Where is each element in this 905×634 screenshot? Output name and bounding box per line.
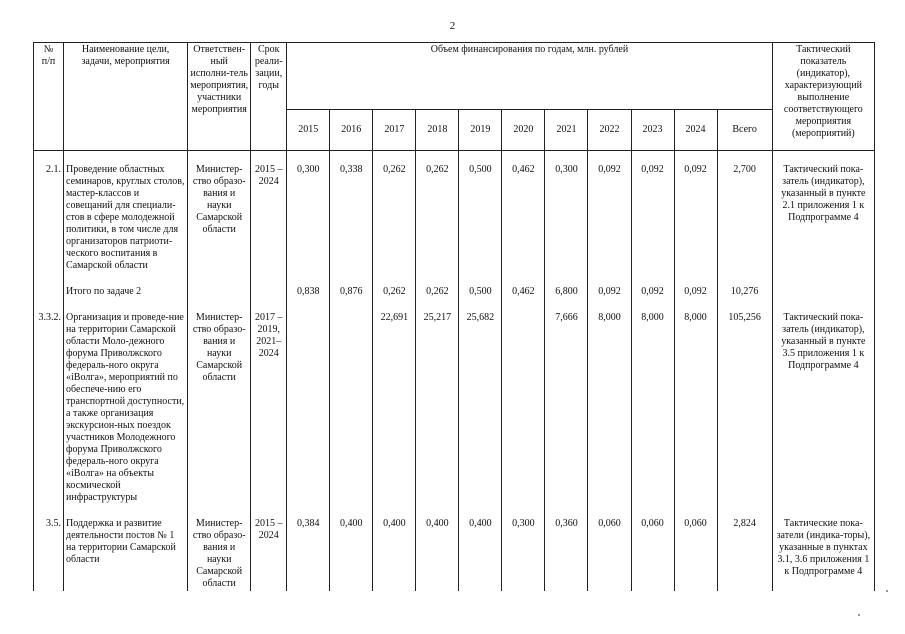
header-funding-text: Объем финансирования по годам, млн. рублей — [430, 44, 629, 55]
row-value: 0,300 — [287, 163, 330, 273]
table-row — [34, 311, 875, 505]
row-term — [251, 285, 287, 299]
row-value: 0,060 — [631, 517, 674, 591]
row-name: Поддержка и развитие деятельности постов № 1 на территории Самарской области — [64, 517, 188, 591]
row-value: 0,092 — [674, 285, 717, 299]
row-value: 0,838 — [287, 285, 330, 299]
row-resp: Министер-ство образо-вания и науки Самарской области — [188, 517, 251, 591]
row-value: 0,092 — [588, 285, 631, 299]
header-num — [34, 43, 64, 151]
row-term: 2015 – 2024 — [251, 517, 287, 591]
row-value: 0,338 — [330, 163, 373, 273]
row-value: 0,360 — [545, 517, 588, 591]
header-year-2019: 2019 — [459, 110, 502, 151]
row-value: 0,262 — [416, 163, 459, 273]
scan-speck — [886, 590, 888, 592]
row-value: 0,092 — [674, 163, 717, 273]
row-value — [287, 311, 330, 505]
row-value: 0,876 — [330, 285, 373, 299]
row-value: 25,217 — [416, 311, 459, 505]
table-row — [34, 163, 875, 273]
header-year-2018: 2018 — [416, 110, 459, 151]
header-indicator-text: Тактический показатель (индикатор), характеризующий выполнение соответствующего мероприятия (мероприятий) — [783, 44, 863, 139]
row-value: 0,262 — [416, 285, 459, 299]
row-value: 0,400 — [330, 517, 373, 591]
row-value: 0,400 — [416, 517, 459, 591]
row-value: 8,000 — [588, 311, 631, 505]
row-total: 2,700 — [717, 163, 772, 273]
row-indicator: Тактические пока-затели (индика-торы), указанные в пунктах 3.1, 3.6 приложения 1 к Подпрограмме 4 — [772, 517, 874, 591]
row-value: 0,300 — [545, 163, 588, 273]
scan-speck — [858, 614, 860, 616]
row-value: 0,262 — [373, 285, 416, 299]
row-indicator: Тактический пока-затель (индикатор), указанный в пункте 3.5 приложения 1 к Подпрограмме 4 — [772, 311, 874, 505]
header-year-2016: 2016 — [330, 110, 373, 151]
row-resp — [188, 285, 251, 299]
row-term: 2017 – 2019, 2021– 2024 — [251, 311, 287, 505]
row-total: 105,256 — [717, 311, 772, 505]
header-total: Всего — [717, 110, 772, 151]
row-value — [502, 311, 545, 505]
header-funding — [287, 43, 772, 110]
header-term-text: Срок реали-зации, годы — [254, 44, 283, 91]
row-resp: Министер-ство образо-вания и науки Самарской области — [188, 311, 251, 505]
row-value: 0,060 — [674, 517, 717, 591]
row-name: Проведение областных семинаров, круглых столов, мастер-классов и совещаний для специали-стов в сфере молодежной политики, в том числе для организаторов патриоти-ческого воспитания в Самарской области — [64, 163, 188, 273]
row-name: Итого по задаче 2 — [64, 285, 188, 299]
row-indicator: Тактический пока-затель (индикатор), указанный в пункте 2.1 приложения 1 к Подпрограмме 4 — [772, 163, 874, 273]
page-number: 2 — [449, 20, 456, 32]
row-value: 0,500 — [459, 285, 502, 299]
row-value: 0,092 — [631, 163, 674, 273]
header-year-2021: 2021 — [545, 110, 588, 151]
row-num: 3.3.2. — [34, 311, 64, 505]
row-value: 0,462 — [502, 285, 545, 299]
table-row-subtotal — [34, 285, 875, 299]
header-term — [251, 43, 287, 151]
header-year-2022: 2022 — [588, 110, 631, 151]
header-num-text: № п/п — [41, 44, 56, 67]
row-value: 7,666 — [545, 311, 588, 505]
header-year-2017: 2017 — [373, 110, 416, 151]
row-term: 2015 – 2024 — [251, 163, 287, 273]
row-value: 0,384 — [287, 517, 330, 591]
row-value: 6,800 — [545, 285, 588, 299]
row-value: 0,060 — [588, 517, 631, 591]
row-value: 0,092 — [588, 163, 631, 273]
header-name-text: Наименование цели, задачи, мероприятия — [81, 44, 170, 67]
row-num: 2.1. — [34, 163, 64, 273]
header-indicator — [772, 43, 874, 151]
row-value: 0,462 — [502, 163, 545, 273]
row-value: 22,691 — [373, 311, 416, 505]
header-resp-text: Ответствен-ный исполни-тель мероприятия, участники мероприятия — [190, 44, 249, 115]
row-value: 25,682 — [459, 311, 502, 505]
row-value: 8,000 — [674, 311, 717, 505]
row-value: 0,400 — [459, 517, 502, 591]
row-value: 8,000 — [631, 311, 674, 505]
header-year-2023: 2023 — [631, 110, 674, 151]
header-year-2024: 2024 — [674, 110, 717, 151]
row-resp: Министер-ство образо-вания и науки Самарской области — [188, 163, 251, 273]
row-num: 3.5. — [34, 517, 64, 591]
row-total: 2,824 — [717, 517, 772, 591]
header-year-2015: 2015 — [287, 110, 330, 151]
row-name: Организация и проведе-ние на территории Самарской области Моло-дежного форума Приволжского федераль-ного округа «iВолга», мероприятий по обеспече-нию его транспортной доступности, а также организация экскурсион-ных поездок участников Молодежного форума Приволжского федераль-ного округа «iВолга» на объекты космической инфраструктуры — [64, 311, 188, 505]
row-value: 0,092 — [631, 285, 674, 299]
funding-table — [33, 42, 875, 591]
row-value: 0,262 — [373, 163, 416, 273]
row-num — [34, 285, 64, 299]
row-indicator — [772, 285, 874, 299]
row-value — [330, 311, 373, 505]
header-resp — [188, 43, 251, 151]
row-value: 0,300 — [502, 517, 545, 591]
table-row — [34, 517, 875, 591]
row-value: 0,400 — [373, 517, 416, 591]
row-value: 0,500 — [459, 163, 502, 273]
header-year-2020: 2020 — [502, 110, 545, 151]
row-total: 10,276 — [717, 285, 772, 299]
header-name — [64, 43, 188, 151]
